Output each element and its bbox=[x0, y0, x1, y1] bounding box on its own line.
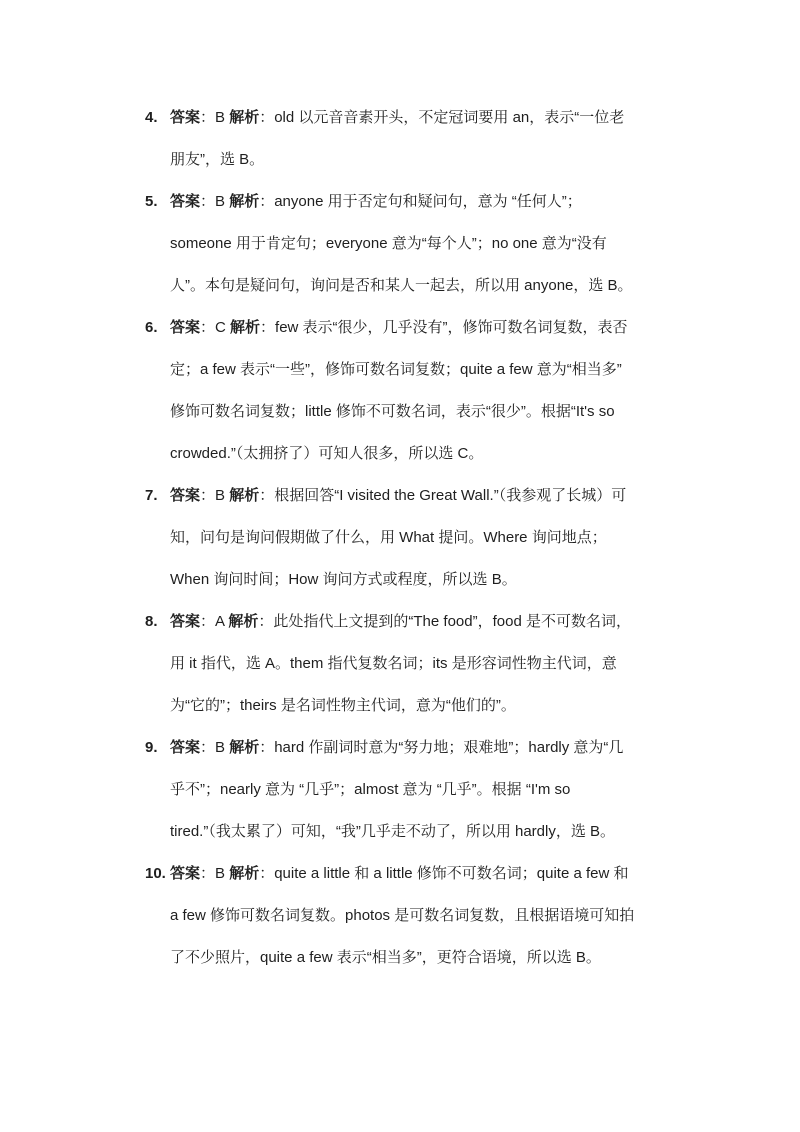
item-continuation-line bbox=[145, 349, 765, 391]
analysis-text: ：old 以元音音素开头，不定冠词要用 an，表示“一位老 bbox=[259, 109, 625, 126]
item-number: 10. bbox=[145, 865, 166, 882]
item-continuation-line bbox=[145, 643, 765, 685]
analysis-text: 乎不”；nearly 意为 “几乎”；almost 意为 “几乎”。根据 “I'm so bbox=[170, 781, 571, 798]
answer-item-6 bbox=[145, 307, 765, 475]
item-number: 9. bbox=[145, 739, 158, 756]
item-continuation-line bbox=[145, 769, 765, 811]
analysis-text: a few 修饰可数名词复数。photos 是可数名词复数，且根据语境可知拍 bbox=[170, 907, 635, 924]
item-continuation-line bbox=[145, 391, 765, 433]
analysis-text: ：此处指代上文提到的“The food”，food 是不可数名词， bbox=[258, 613, 631, 630]
item-first-line bbox=[145, 97, 765, 139]
analysis-text: 了不少照片，quite a few 表示“相当多”，更符合语境，所以选 B。 bbox=[170, 949, 601, 966]
item-number: 6. bbox=[145, 319, 158, 336]
item-continuation-line bbox=[145, 265, 765, 307]
answer-item-7 bbox=[145, 475, 765, 601]
answer-value: ：B bbox=[200, 739, 230, 756]
analysis-text: 定；a few 表示“一些”，修饰可数名词复数；quite a few 意为“相当多” bbox=[170, 361, 622, 378]
item-continuation-line bbox=[145, 139, 765, 181]
item-first-line bbox=[145, 475, 765, 517]
analysis-text: 人”。本句是疑问句，询问是否和某人一起去，所以用 anyone，选 B。 bbox=[170, 277, 633, 294]
answer-item-10 bbox=[145, 853, 765, 979]
answer-label: 答案 bbox=[170, 319, 201, 336]
answer-value: ：B bbox=[200, 865, 230, 882]
analysis-text: ：few 表示“很少，几乎没有”，修饰可数名词复数，表否 bbox=[260, 319, 628, 336]
item-continuation-line bbox=[145, 811, 765, 853]
analysis-text: 修饰可数名词复数；little 修饰不可数名词，表示“很少”。根据“It's so bbox=[170, 403, 615, 420]
analysis-label: 解析 bbox=[229, 109, 260, 126]
answer-explanations-page bbox=[145, 97, 765, 979]
analysis-text: someone 用于肯定句；everyone 意为“每个人”；no one 意为“没有 bbox=[170, 235, 607, 252]
analysis-label: 解析 bbox=[228, 613, 259, 630]
answer-value: ：B bbox=[200, 487, 230, 504]
item-first-line bbox=[145, 181, 765, 223]
analysis-text: 为“它的”；theirs 是名词性物主代词，意为“他们的”。 bbox=[170, 697, 516, 714]
analysis-label: 解析 bbox=[229, 739, 260, 756]
item-first-line bbox=[145, 601, 765, 643]
item-first-line bbox=[145, 727, 765, 769]
answer-label: 答案 bbox=[170, 613, 201, 630]
analysis-text: 朋友”，选 B。 bbox=[170, 151, 265, 168]
answer-item-4 bbox=[145, 97, 765, 181]
analysis-text: tired.”（我太累了）可知，“我”几乎走不动了，所以用 hardly，选 B。 bbox=[170, 823, 616, 840]
analysis-text: ：根据回答“I visited the Great Wall.”（我参观了长城）可 bbox=[259, 487, 627, 504]
item-continuation-line bbox=[145, 433, 765, 475]
item-number: 7. bbox=[145, 487, 158, 504]
analysis-text: crowded.”（太拥挤了）可知人很多，所以选 C。 bbox=[170, 445, 484, 462]
analysis-label: 解析 bbox=[229, 487, 260, 504]
answer-label: 答案 bbox=[170, 109, 201, 126]
item-first-line bbox=[145, 307, 765, 349]
answer-value: ：B bbox=[200, 109, 230, 126]
answer-value: ：A bbox=[200, 613, 229, 630]
item-number: 5. bbox=[145, 193, 158, 210]
answer-item-5 bbox=[145, 181, 765, 307]
answer-label: 答案 bbox=[170, 739, 201, 756]
analysis-label: 解析 bbox=[229, 193, 260, 210]
answer-item-8 bbox=[145, 601, 765, 727]
answer-label: 答案 bbox=[170, 865, 201, 882]
item-continuation-line bbox=[145, 517, 765, 559]
analysis-text: ：hard 作副词时意为“努力地；艰难地”；hardly 意为“几 bbox=[259, 739, 624, 756]
analysis-text: 用 it 指代，选 A。them 指代复数名词；its 是形容词性物主代词，意 bbox=[170, 655, 617, 672]
item-continuation-line bbox=[145, 223, 765, 265]
answer-item-9 bbox=[145, 727, 765, 853]
answer-value: ：C bbox=[200, 319, 231, 336]
item-continuation-line bbox=[145, 895, 765, 937]
item-continuation-line bbox=[145, 559, 765, 601]
analysis-text: ：quite a little 和 a little 修饰不可数名词；quite a few 和 bbox=[259, 865, 629, 882]
analysis-text: ：anyone 用于否定句和疑问句，意为 “任何人”； bbox=[259, 193, 582, 210]
answer-label: 答案 bbox=[170, 193, 201, 210]
analysis-label: 解析 bbox=[230, 319, 261, 336]
analysis-text: When 询问时间；How 询问方式或程度，所以选 B。 bbox=[170, 571, 517, 588]
answer-label: 答案 bbox=[170, 487, 201, 504]
item-number: 4. bbox=[145, 109, 158, 126]
analysis-label: 解析 bbox=[229, 865, 260, 882]
answer-value: ：B bbox=[200, 193, 230, 210]
item-continuation-line bbox=[145, 685, 765, 727]
analysis-text: 知，问句是询问假期做了什么，用 What 提问。Where 询问地点； bbox=[170, 529, 607, 546]
item-number: 8. bbox=[145, 613, 158, 630]
item-continuation-line bbox=[145, 937, 765, 979]
item-first-line bbox=[145, 853, 765, 895]
